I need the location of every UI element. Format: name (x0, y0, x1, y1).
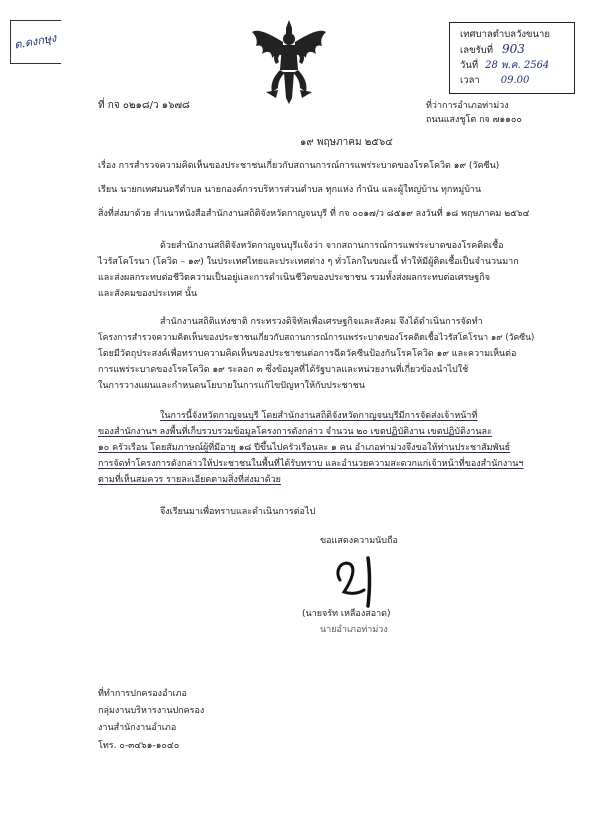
signer-name: (นายจรัท เหลืองสอาด) (302, 609, 391, 619)
stamp-time-label: เวลา (460, 75, 480, 86)
stamp-date-value: 28 พ.ค. 2564 (485, 60, 550, 71)
sender-address-line1: ที่ว่าการอำเภอท่าม่วง (426, 101, 509, 111)
footer-line: โทร. ๐-๓๔๖๑-๑๐๔๐ (98, 741, 180, 751)
para2-line: สำนักงานสถิติแห่งชาติ กระทรวงดิจิทัลเพื่อเศรษฐกิจและสังคม จึงได้ดำเนินการจัดทำ (160, 317, 483, 327)
para3-line: การจัดทำโครงการดังกล่าวให้ประชาชนในพื้นที่ได้รับทราบ และอำนวยความสะดวกแก่เจ้าหน้าที่ของสำนักงานฯ (98, 459, 524, 469)
stamp-number-row (450, 42, 574, 58)
closing-line: จึงเรียนมาเพื่อทราบและดำเนินการต่อไป (160, 507, 316, 517)
para1-line: และส่งผลกระทบต่อชีวิตความเป็นอยู่และการดำเนินชีวิตของประชาชน รวมทั้งส่งผลกระทบต่อเศรษฐกิจ (98, 273, 490, 283)
para1-line: ไวรัสโคโรนา (โควิด – ๑๙) ในประเทศไทยและประเทศต่าง ๆ ทั่วโลกในขณะนี้ ทำให้มีผู้ติดเชื้อเป็นจำนวนมาก (98, 257, 519, 267)
para3-line: ๑๐ ครัวเรือน โดยสัมภาษณ์ผู้ที่มีอายุ ๑๘ ปีขึ้นไปครัวเรือนละ ๑ คน อำเภอท่าม่วงจึงขอให้ท่านประชาสัมพันธ์ (98, 443, 511, 453)
recipients-line: เรียน นายกเทศมนตรีตำบล นายกองค์การบริหารส่วนตำบล ทุกแห่ง กำนัน และผู้ใหญ่บ้าน ทุกหมู่บ้าน (98, 185, 482, 195)
stamp-time-row (450, 73, 574, 88)
para1-line: ด้วยสำนักงานสถิติจังหวัดกาญจนบุรีแจ้งว่า จากสถานการณ์การแพร่ระบาดของโรคติดเชื้อ (160, 241, 504, 251)
garuda-emblem (248, 18, 330, 106)
para2-line: การแพร่ระบาดของโรคโควิด ๑๙ ระลอก ๓ ซึ่งข้อมูลที่ได้รัฐบาลและหน่วยงานที่เกี่ยวข้องนำไปใช้ (98, 365, 469, 375)
stamp-date-row (450, 58, 574, 73)
footer-line: กลุ่มงานบริหารงานปกครอง (98, 706, 205, 716)
sender-address-line2: ถนนแสงชูโต กจ ๗๑๑๐๐ (426, 115, 522, 125)
stamp-date-label: วันที่ (460, 60, 479, 71)
para3-line: ในการนี้จังหวัดกาญจนบุรี โดยสำนักงานสถิติจังหวัดกาญจนบุรีมีการจัดส่งเจ้าหน้าที่ (160, 411, 478, 421)
para3-line: ตามที่เห็นสมควร รายละเอียดตามสิ่งที่ส่งมาด้วย (98, 475, 281, 485)
stamp-time-value: 09.00 (500, 75, 530, 86)
stamp-office: เทศบาลตำบลวังขนาย (460, 29, 550, 40)
regards-line: ขอแสดงความนับถือ (320, 536, 398, 546)
para1-line: และสังคมของประเทศ นั้น (98, 289, 198, 299)
subject-line: เรื่อง การสำรวจความคิดเห็นของประชาชนเกี่ยวกับสถานการณ์การแพร่ระบาดของโรคโควิด ๑๙ (วัคซีน) (98, 161, 500, 171)
document-number: ที่ กจ ๐๒๑๘/ว ๑๖๗๘ (98, 100, 190, 111)
para2-line: โครงการสำรวจความคิดเห็นของประชาชนเกี่ยวกับสถานการณ์การแพร่ระบาดของโรคติดเชื้อไวรัสโคโรนา ๑๙ (วัคซีน) (98, 333, 535, 343)
margin-note: ต.ดงกษุง (13, 31, 58, 52)
stamp-number-value: 903 (502, 42, 525, 56)
document-date: ๑๙ พฤษภาคม ๒๕๖๔ (300, 137, 393, 148)
para3-line: ของสำนักงานฯ ลงพื้นที่เก็บรวบรวมข้อมูลโครงการดังกล่าว จำนวน ๒๐ เขตปฏิบัติงาน เขตปฏิบัติงานละ (98, 427, 492, 437)
footer-line: ที่ทำการปกครองอำเภอ (98, 689, 187, 699)
enclosure-line: สิ่งที่ส่งมาด้วย สำเนาหนังสือสำนักงานสถิติจังหวัดกาญจนบุรี ที่ กจ ๐๐๑๗/ว ๘๕๑๙ ลงวันที่ ๑๘ พฤษภาคม ๒๕๖๔ (98, 209, 530, 219)
receipt-stamp (449, 22, 575, 94)
para2-line: ในการวางแผนและกำหนดนโยบายในการแก้ไขปัญหาให้กับประชาชน (98, 381, 365, 391)
para2-line: โดยมีวัตถุประสงค์เพื่อทราบความคิดเห็นของประชาชนต่อการฉีดวัคซีนป้องกันโรคโควิด ๑๙ และความเห็นต่อ (98, 349, 517, 359)
signer-title: นายอำเภอท่าม่วง (320, 625, 388, 635)
stamp-number-label: เลขรับที่ (460, 45, 493, 56)
footer-line: งานสำนักงานอำเภอ (98, 723, 177, 733)
signature (328, 550, 388, 610)
